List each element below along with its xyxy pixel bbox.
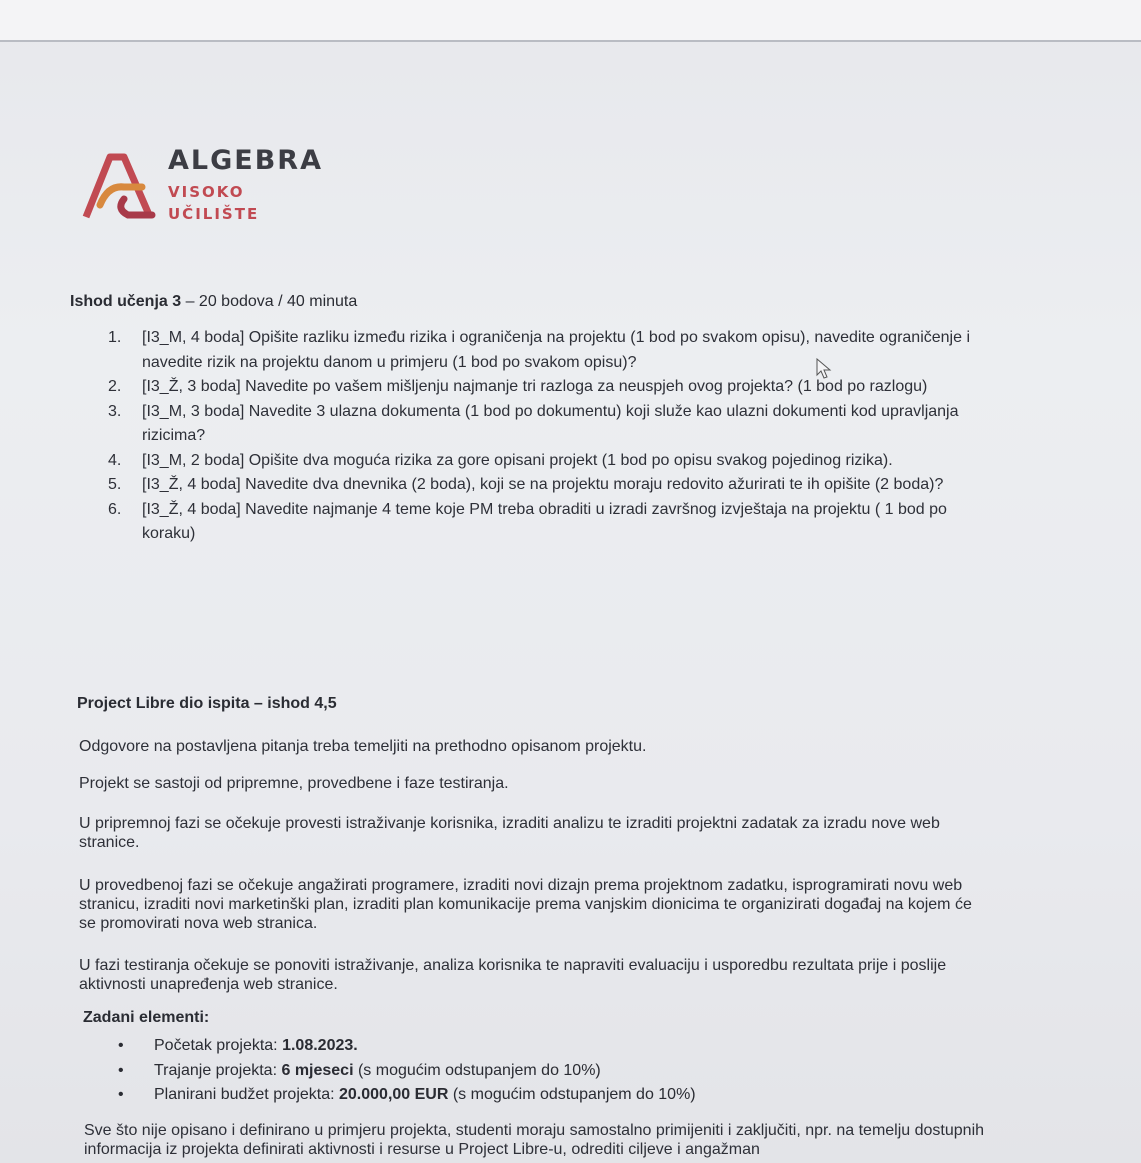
- paragraph: U pripremnoj fazi se očekuje provesti istraživanje korisnika, izraditi analizu te izraditi projektni zadatak za izradu nove web stranice.: [79, 815, 940, 851]
- question-number: 3.: [108, 402, 122, 420]
- question-item: [108, 473, 988, 498]
- given-elements-list: [118, 1034, 696, 1108]
- question-text: [I3_M, 3 boda] Navedite 3 ulazna dokumenta (1 bod po dokumentu) koji služe kao ulazni dokumenti kod upravljanja rizicima?: [142, 402, 959, 444]
- paragraph: Odgovore na postavljena pitanja treba temeljiti na prethodno opisanom projektu.: [79, 738, 647, 755]
- section1-heading-bold: Ishod učenja 3: [70, 293, 182, 310]
- paper-top-edge: [0, 0, 1141, 42]
- element-note: (s mogućim odstupanjem do 10%): [353, 1061, 601, 1079]
- question-number: 4.: [108, 451, 122, 469]
- final-paragraph: Sve što nije opisano i definirano u primjeru projekta, studenti moraju samostalno primijeniti i zaključiti, npr. na temelju dostupnih informacija iz projekta definirati aktivnosti i resurse u Project Libre-u, odrediti ciljeve i angažman: [84, 1122, 985, 1158]
- question-item: [108, 375, 988, 400]
- question-text: [I3_Ž, 3 boda] Navedite po vašem mišljenju najmanje tri razloga za neuspjeh ovog projekta? (1 bod po razlogu): [142, 378, 928, 395]
- question-number: 2.: [108, 378, 122, 395]
- list-item: [118, 1034, 696, 1059]
- question-number: 6.: [108, 500, 122, 518]
- list-item: [118, 1083, 696, 1108]
- algebra-logo: [80, 145, 340, 235]
- question-list: [108, 326, 988, 547]
- question-text: [I3_M, 2 boda] Opišite dva moguća rizika za gore opisani projekt (1 bod po opisu svakog pojedinog rizika).: [142, 451, 893, 469]
- logo-name: ALGEBRA: [168, 145, 323, 176]
- element-value: 6 mjeseci: [281, 1061, 354, 1079]
- element-value: 20.000,00 EUR: [339, 1086, 449, 1103]
- paragraph: U provedbenoj fazi se očekuje angažirati programere, izraditi novi dizajn prema projektnom zadatku, isprogramirati novu web stranicu, izraditi novi marketinški plan, izraditi plan komunikacije prema vanjskim dionicima te organizirati događaj na kojem će se promovirati nova web stranica.: [79, 877, 972, 932]
- logo-subtitle-2: UČILIŠTE: [168, 205, 260, 223]
- list-item: [118, 1059, 696, 1084]
- paragraph: U fazi testiranja očekuje se ponoviti istraživanje, analiza korisnika te napraviti evaluaciju i usporedbu rezultata prije i poslije aktivnosti unapređenja web stranice.: [79, 957, 947, 993]
- project-libre-heading: Project Libre dio ispita – ishod 4,5: [77, 695, 337, 712]
- given-elements-title: Zadani elementi:: [83, 1009, 210, 1026]
- mouse-pointer-icon: [815, 358, 835, 380]
- question-item: [108, 400, 988, 449]
- question-number: 5.: [108, 476, 122, 493]
- section1-heading-rest: – 20 bodova / 40 minuta: [181, 293, 358, 310]
- question-number: 1.: [108, 329, 122, 346]
- algebra-logo-mark: [80, 145, 160, 225]
- question-item: [108, 449, 988, 474]
- element-note: (s mogućim odstupanjem do 10%): [448, 1086, 696, 1103]
- question-item: [108, 326, 988, 375]
- paragraph: Projekt se sastoji od pripremne, provedbene i faze testiranja.: [79, 775, 509, 792]
- section1-heading: [70, 293, 357, 311]
- logo-subtitle-1: VISOKO: [168, 183, 245, 201]
- element-label: Početak projekta:: [154, 1037, 283, 1054]
- element-value: 1.08.2023.: [282, 1037, 358, 1054]
- question-text: [I3_Ž, 4 boda] Navedite dva dnevnika (2 boda), koji se na projektu moraju redovito ažurirati te ih opišite (2 boda)?: [142, 476, 944, 493]
- question-item: [108, 498, 988, 547]
- element-label: Trajanje projekta:: [154, 1061, 282, 1079]
- question-text: [I3_Ž, 4 boda] Navedite najmanje 4 teme koje PM treba obraditi u izradi završnog izvještaja na projektu ( 1 bod po koraku): [142, 500, 947, 542]
- element-label: Planirani budžet projekta:: [154, 1086, 339, 1103]
- question-text: [I3_M, 4 boda] Opišite razliku između rizika i ograničenja na projektu (1 bod po svakom opisu), navedite ograničenje i navedite rizik na projektu danom u primjeru (1 bod po svakom opisu)?: [142, 329, 970, 371]
